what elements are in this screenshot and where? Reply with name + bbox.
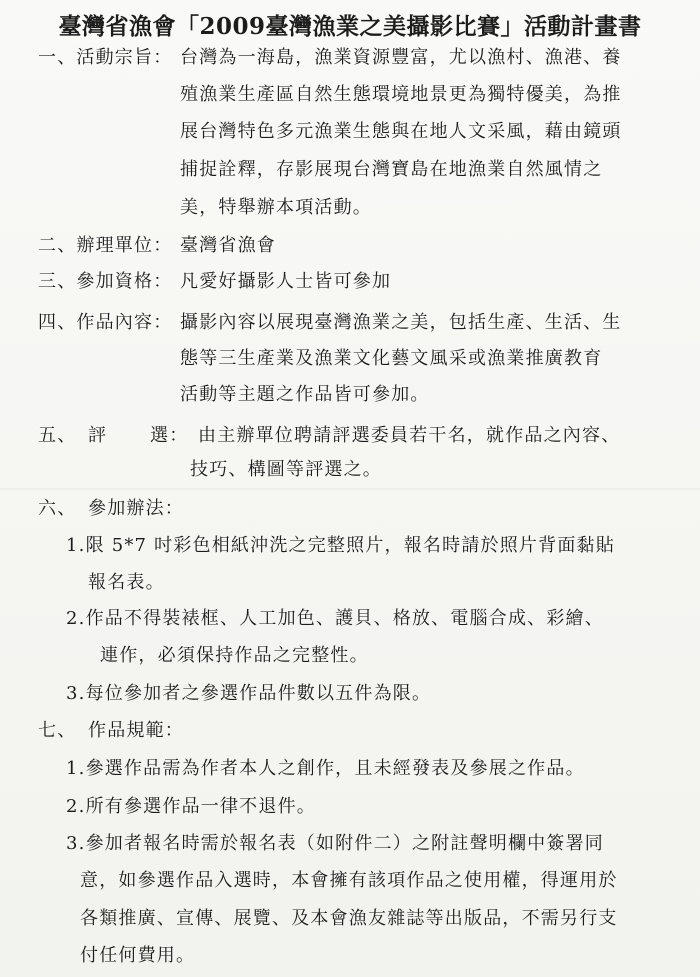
method-item: 1.限 5*7 吋彩色相紙沖洗之完整照片，報名時請於照片背面黏貼 (66, 535, 615, 556)
rules-item: 3.參加者報名時需於報名表（如附件二）之附註聲明欄中簽署同 (66, 833, 604, 854)
section-purpose-label: 一、活動宗旨： (38, 47, 173, 68)
rules-item: 1.參選作品需為作者本人之創作，且未經發表及參展之作品。 (66, 758, 585, 779)
content-line: 攝影內容以展現臺灣漁業之美，包括生產、生活、生 (180, 312, 622, 333)
section-rules-label: 作品規範： (88, 720, 184, 741)
section-judging-label-a: 評 (88, 425, 108, 446)
paper-fold-shadow (0, 488, 700, 491)
method-item: 報名表。 (88, 572, 165, 593)
content-line: 活動等主題之作品皆可參加。 (180, 384, 430, 405)
document-title: 臺灣省漁會「2009臺灣漁業之美攝影比賽」活動計畫書 (58, 13, 642, 40)
section-method-number: 六、 (38, 498, 77, 519)
rules-item: 各類推廣、宣傳、展覽、及本會漁友雜誌等出版品，不需另行支 (80, 908, 618, 929)
section-judging-label-b: 選： (150, 425, 189, 446)
purpose-line: 展台灣特色多元漁業生態與在地人文采風，藉由鏡頭 (180, 121, 622, 142)
organizer-value: 臺灣省漁會 (180, 235, 276, 256)
section-method-label: 參加辦法： (88, 498, 184, 519)
eligibility-value: 凡愛好攝影人士皆可參加 (180, 271, 392, 292)
purpose-line: 台灣為一海島，漁業資源豐富，尤以漁村、漁港、養 (180, 47, 622, 68)
rules-item: 2.所有參選作品一律不退件。 (66, 796, 316, 817)
judging-line: 技巧、構圖等評選之。 (190, 459, 382, 480)
rules-item: 意，如參選作品入選時，本會擁有該項作品之使用權，得運用於 (80, 870, 618, 891)
section-organizer-label: 二、辦理單位： (38, 235, 173, 256)
method-item: 2.作品不得裝裱框、人工加色、護貝、格放、電腦合成、彩繪、 (66, 608, 604, 629)
section-eligibility-label: 三、參加資格： (38, 271, 173, 292)
purpose-line: 美，特舉辦本項活動。 (180, 197, 372, 218)
section-judging-number: 五、 (38, 425, 77, 446)
purpose-line: 殖漁業生產區自然生態環境地景更為獨特優美，為推 (180, 84, 622, 105)
section-rules-number: 七、 (38, 720, 77, 741)
method-item: 3.每位參加者之參選作品件數以五件為限。 (66, 683, 432, 704)
method-item: 連作，必須保持作品之完整性。 (100, 645, 369, 666)
purpose-line: 捕捉詮釋，存影展現台灣寶島在地漁業自然風情之 (180, 159, 603, 180)
judging-line: 由主辦單位聘請評選委員若干名，就作品之內容、 (198, 425, 621, 446)
content-line: 態等三生產業及漁業文化藝文風采或漁業推廣教育 (180, 348, 603, 369)
rules-item: 付任何費用。 (80, 945, 196, 966)
section-content-label: 四、作品內容： (38, 312, 173, 333)
